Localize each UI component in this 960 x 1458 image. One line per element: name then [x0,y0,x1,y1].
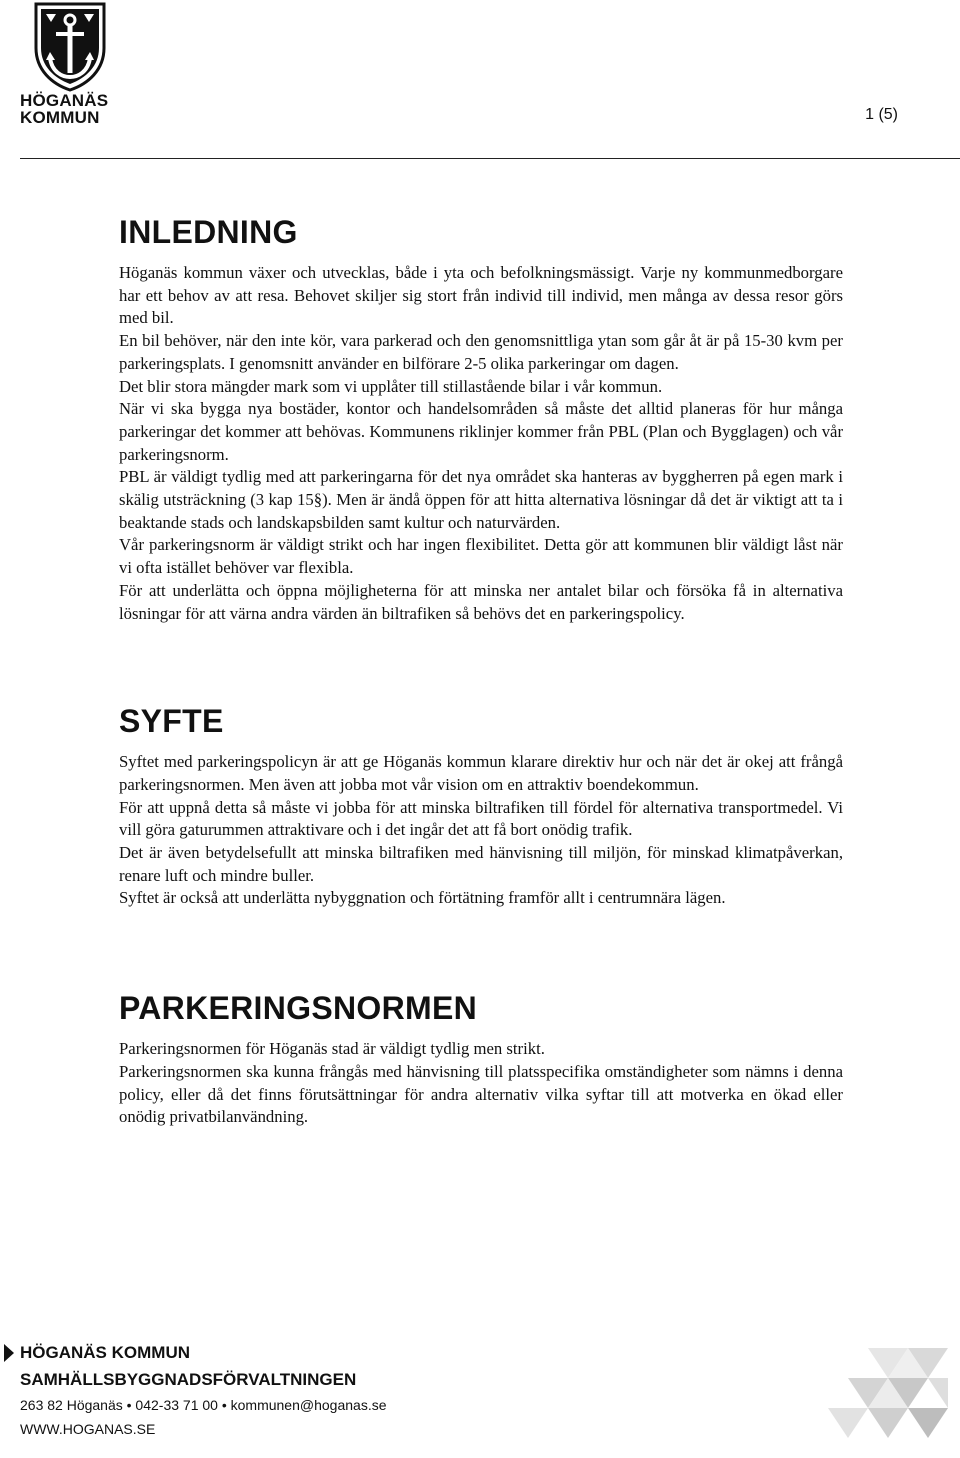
logo-line-1: HÖGANÄS [20,91,109,110]
paragraph: Parkeringsnormen för Höganäs stad är väldigt tydlig men strikt. [119,1039,545,1059]
paragraph: För att uppnå detta så måste vi jobba för att minska biltrafiken till fördel för alternativa transportmedel. Vi vill göra gaturummen attraktivare och i det ingår det att få bort onödig trafik. [119,797,843,840]
paragraph: Syftet med parkeringspolicyn är att ge Höganäs kommun klarare direktiv hur och när det är okej att frångå parkeringsnormen. Men även att jobba mot vår vision om en attraktiv boendekommun. [119,752,843,794]
decorative-triangles-icon [808,1338,948,1448]
section-inledning [119,212,843,625]
paragraph: När vi ska bygga nya bostäder, kontor och handelsområden så måste det alltid planeras för hur många parkeringar det kommer att behövas. Kommunens riklinjer kommer från PBL (Plan och Bygglagen) och vår parkeringsnorm. [119,399,843,464]
document-body [119,212,843,1129]
paragraph: För att underlätta och öppna möjligheterna för att minska ner antalet bilar och försöka få in alternativa lösningar för att värna andra värden än biltrafiken så behövs det en parkeringspolicy. [119,580,843,623]
paragraph: Vår parkeringsnorm är väldigt strikt och har ingen flexibilitet. Detta gör att kommunen blir väldigt låst när vi ofta istället behöver var flexibla. [119,535,843,578]
footer-department: SAMHÄLLSBYGGNADSFÖRVALTNINGEN [20,1370,357,1389]
municipality-logo [20,0,120,130]
section-parkeringsnormen [119,988,843,1129]
section-syfte [119,701,843,910]
section-heading: SYFTE [119,703,224,740]
footer-website-link[interactable]: WWW.HOGANAS.SE [20,1421,156,1437]
header-divider [20,158,960,159]
paragraph: Det är även betydelsefullt att minska biltrafiken med hänvisning till miljön, för minskad klimatpåverkan, renare luft och mindre buller. [119,843,843,885]
footer-arrow-icon [4,1344,14,1362]
page-number: 1 (5) [865,106,898,123]
section-heading: INLEDNING [119,214,298,250]
footer-address: 263 82 Höganäs • 042-33 71 00 • kommunen@hoganas.se [20,1397,387,1413]
paragraph: En bil behöver, när den inte kör, vara parkerad och den genomsnittliga ytan som går åt är på 15-30 kvm per parkeringsplats. I genomsnitt använder en bilförare 2-5 olika parkeringar om dagen. [119,331,843,373]
paragraph: Höganäs kommun växer och utvecklas, både i yta och befolkningsmässigt. Varje ny kommunmedborgare har ett behov av att resa. Behovet skiljer sig stort från individ till individ, men många av dessa resor görs med bil. [119,263,843,328]
paragraph: Parkeringsnormen ska kunna frångås med hänvisning till platsspecifika omständigheter som nämns i denna policy, eller då det finns förutsättningar för andra alternativ vilka syftar till att motverka en ökad eller onödig privatbilanvändning. [119,1061,843,1127]
paragraph: Syftet är också att underlätta nybyggnation och förtätning framför allt i centrumnära lägen. [119,888,726,908]
paragraph: Det blir stora mängder mark som vi upplåter till stillastående bilar i vår kommun. [119,376,663,396]
paragraph: PBL är väldigt tydlig med att parkeringarna för det nya området ska hanteras av byggherren på egen mark i skälig utsträckning (3 kap 15§). Men är ändå öppen för att hitta alternativa lösningar då det är viktigt att ta i beaktande stads och landskapsbilden samt kultur och naturvärden. [119,467,843,532]
logo-line-2: KOMMUN [20,108,100,127]
footer-organization: HÖGANÄS KOMMUN [20,1343,190,1362]
coat-of-arms-icon [32,0,108,92]
logo-text [20,92,120,126]
section-heading: PARKERINGSNORMEN [119,990,478,1027]
